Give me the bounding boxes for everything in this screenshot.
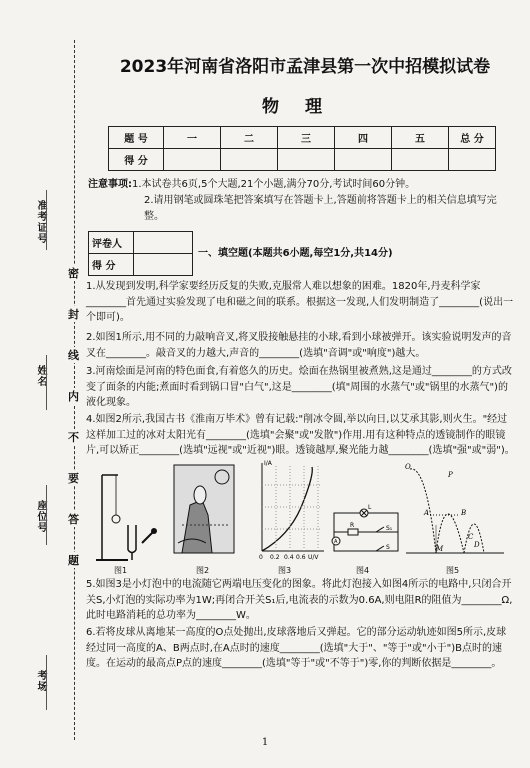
exam-room-line bbox=[46, 655, 47, 710]
score-input-cell[interactable] bbox=[335, 149, 392, 171]
score-table bbox=[108, 126, 496, 171]
label-name: 姓名 bbox=[35, 365, 46, 387]
label-exam-room: 考场 bbox=[35, 670, 46, 692]
seal-char: 线 bbox=[68, 349, 79, 362]
seal-char: 密 bbox=[68, 267, 79, 280]
fig5-label: B bbox=[461, 509, 467, 517]
fig5-label: M bbox=[436, 545, 444, 553]
notice-label: 注意事项: bbox=[88, 179, 132, 190]
fig5-label: A bbox=[424, 509, 430, 517]
label-seat-number: 座位号 bbox=[35, 500, 46, 533]
question-3: 3.河南烩面是河南的特色面食,有着悠久的历史。烩面在热锅里被煮熟,这是通过________的方式改变了面条的内能;煮面时看到锅口冒"白气",这是________(填"周围的水蒸气"或"锅里的水蒸气")的液化现象。 bbox=[86, 366, 512, 408]
reviewer-label: 评卷人 bbox=[89, 232, 134, 254]
question-4: 4.如图2所示,我国古书《淮南万毕术》曾有记载:"削冰令圆,举以向日,以艾承其影,则火生。"经过这样加工过的冰对太阳光有________(选填"会聚"或"发散")作用.用有这种特点的透镜制作的眼镜片,可以矫正________(选填"远视"或"近视")眼。透镜越厚,聚光能力越________(选填"强"或"弱")。 bbox=[86, 414, 515, 456]
fig4-label-ammeter: A bbox=[334, 539, 338, 545]
fig5-label: P bbox=[448, 471, 453, 479]
name-line bbox=[46, 355, 47, 410]
question-2: 2.如图1所示,用不同的力敲响音叉,将叉股接触悬挂的小球,看到小球被弹开。该实验说明发声的音叉在________。敲音叉的力越大,声音的________(选填"音调"或"响度")越大。 bbox=[86, 332, 512, 359]
fig5-label: D bbox=[474, 541, 480, 549]
fig3-xtick: 0 bbox=[259, 554, 263, 561]
fig4-label-resistor: R bbox=[350, 522, 355, 529]
score-input-cell[interactable] bbox=[164, 149, 221, 171]
fig3-ylabel: I/A bbox=[264, 460, 272, 467]
reviewer-score-input[interactable] bbox=[134, 254, 193, 276]
seal-char: 封 bbox=[68, 308, 79, 321]
reviewer-input[interactable] bbox=[134, 232, 193, 254]
figure-4-circuit bbox=[328, 455, 404, 565]
score-label-cell: 得 分 bbox=[109, 149, 164, 171]
page-number: 1 bbox=[261, 737, 269, 748]
exam-number-line bbox=[46, 190, 47, 250]
fig5-label: O bbox=[405, 463, 411, 471]
figure-5-trajectory bbox=[404, 455, 508, 565]
figures-row bbox=[88, 455, 508, 575]
fig4-label-switch-1: S₁ bbox=[386, 525, 393, 532]
question-1: 1.从发现到发明,科学家要经历反复的失败,克服常人难以想象的困难。1820年,丹麦科学家________首先通过实验发现了电和磁之间的联系。根据这一发现,人们发明制造了________(说出一个即可)。 bbox=[86, 281, 514, 323]
reviewer-score-label: 得 分 bbox=[89, 254, 134, 276]
label-exam-number: 准考证号 bbox=[35, 200, 46, 244]
figure-3-caption: 图3 bbox=[278, 566, 292, 575]
score-input-cell[interactable] bbox=[392, 149, 449, 171]
figure-1-tuning-fork bbox=[88, 455, 158, 565]
figure-1-caption: 图1 bbox=[114, 566, 128, 575]
seal-char: 要 bbox=[68, 472, 79, 485]
seat-number-line bbox=[46, 485, 47, 545]
score-input-cell[interactable] bbox=[278, 149, 335, 171]
figure-5-caption: 图5 bbox=[446, 566, 460, 575]
question-5: 5.如图3是小灯泡中的电流随它两端电压变化的图象。将此灯泡接入如图4所示的电路中,只闭合开关S,小灯泡的实际功率为1W;再闭合开关S₁后,电流表的示数为0.6A,则电阻R的阻值为________Ω,此时电路消耗的总功率为________W。 bbox=[86, 579, 513, 621]
fig3-xtick: 0.6 bbox=[296, 554, 306, 561]
fig4-label-lamp: L bbox=[368, 504, 372, 511]
fig5-label: C bbox=[468, 533, 474, 541]
score-input-cell[interactable] bbox=[221, 149, 278, 171]
score-input-cell[interactable] bbox=[449, 149, 496, 171]
score-header-cell: 题 号 bbox=[109, 127, 164, 149]
reviewer-table bbox=[88, 231, 193, 276]
score-header-cell: 总 分 bbox=[449, 127, 496, 149]
fig3-xtick: 0.4 bbox=[284, 554, 294, 561]
section-1-title: 一、填空题(本题共6小题,每空1分,共14分) bbox=[198, 248, 393, 259]
score-header-cell: 三 bbox=[278, 127, 335, 149]
question-6: 6.若将皮球从离地某一高度的O点处抛出,皮球落地后又弹起。它的部分运动轨迹如图5所示,皮球经过同一高度的A、B两点时,在A点时的速度________(选填"大于"、"等于"或"小于")B点时的速度。在运动的最高点P点的速度________(选填"等于"或"不等于")零,你的判断依据是________。 bbox=[86, 627, 507, 669]
score-header-cell: 四 bbox=[335, 127, 392, 149]
score-header-cell: 五 bbox=[392, 127, 449, 149]
score-header-cell: 二 bbox=[221, 127, 278, 149]
figure-4-caption: 图4 bbox=[356, 566, 370, 575]
exam-title: 2023年河南省洛阳市孟津县第一次中招模拟试卷 bbox=[119, 57, 491, 77]
figure-3-iu-graph bbox=[250, 455, 328, 565]
fig3-xtick: 0.2 bbox=[270, 554, 280, 561]
figure-2-caption: 图2 bbox=[196, 566, 210, 575]
subject-title: 物理 bbox=[262, 97, 348, 117]
notice-line-1: 1.本试卷共6页,5个大题,21个小题,满分70分,考试时间60分钟。 bbox=[132, 179, 416, 190]
notice-line-2: 2.请用钢笔或圆珠笔把答案填写在答题卡上,答题前将答题卡上的相关信息填写完整。 bbox=[144, 195, 497, 222]
seal-char: 题 bbox=[68, 554, 79, 567]
figure-2-ice-lens bbox=[172, 455, 236, 565]
score-header-cell: 一 bbox=[164, 127, 221, 149]
notice-block bbox=[88, 177, 508, 225]
seal-char: 答 bbox=[68, 513, 79, 526]
fig4-label-switch: S bbox=[386, 544, 390, 551]
fig3-xlabel: U/V bbox=[308, 554, 319, 561]
seal-char: 内 bbox=[68, 390, 79, 403]
seal-char: 不 bbox=[68, 431, 79, 444]
